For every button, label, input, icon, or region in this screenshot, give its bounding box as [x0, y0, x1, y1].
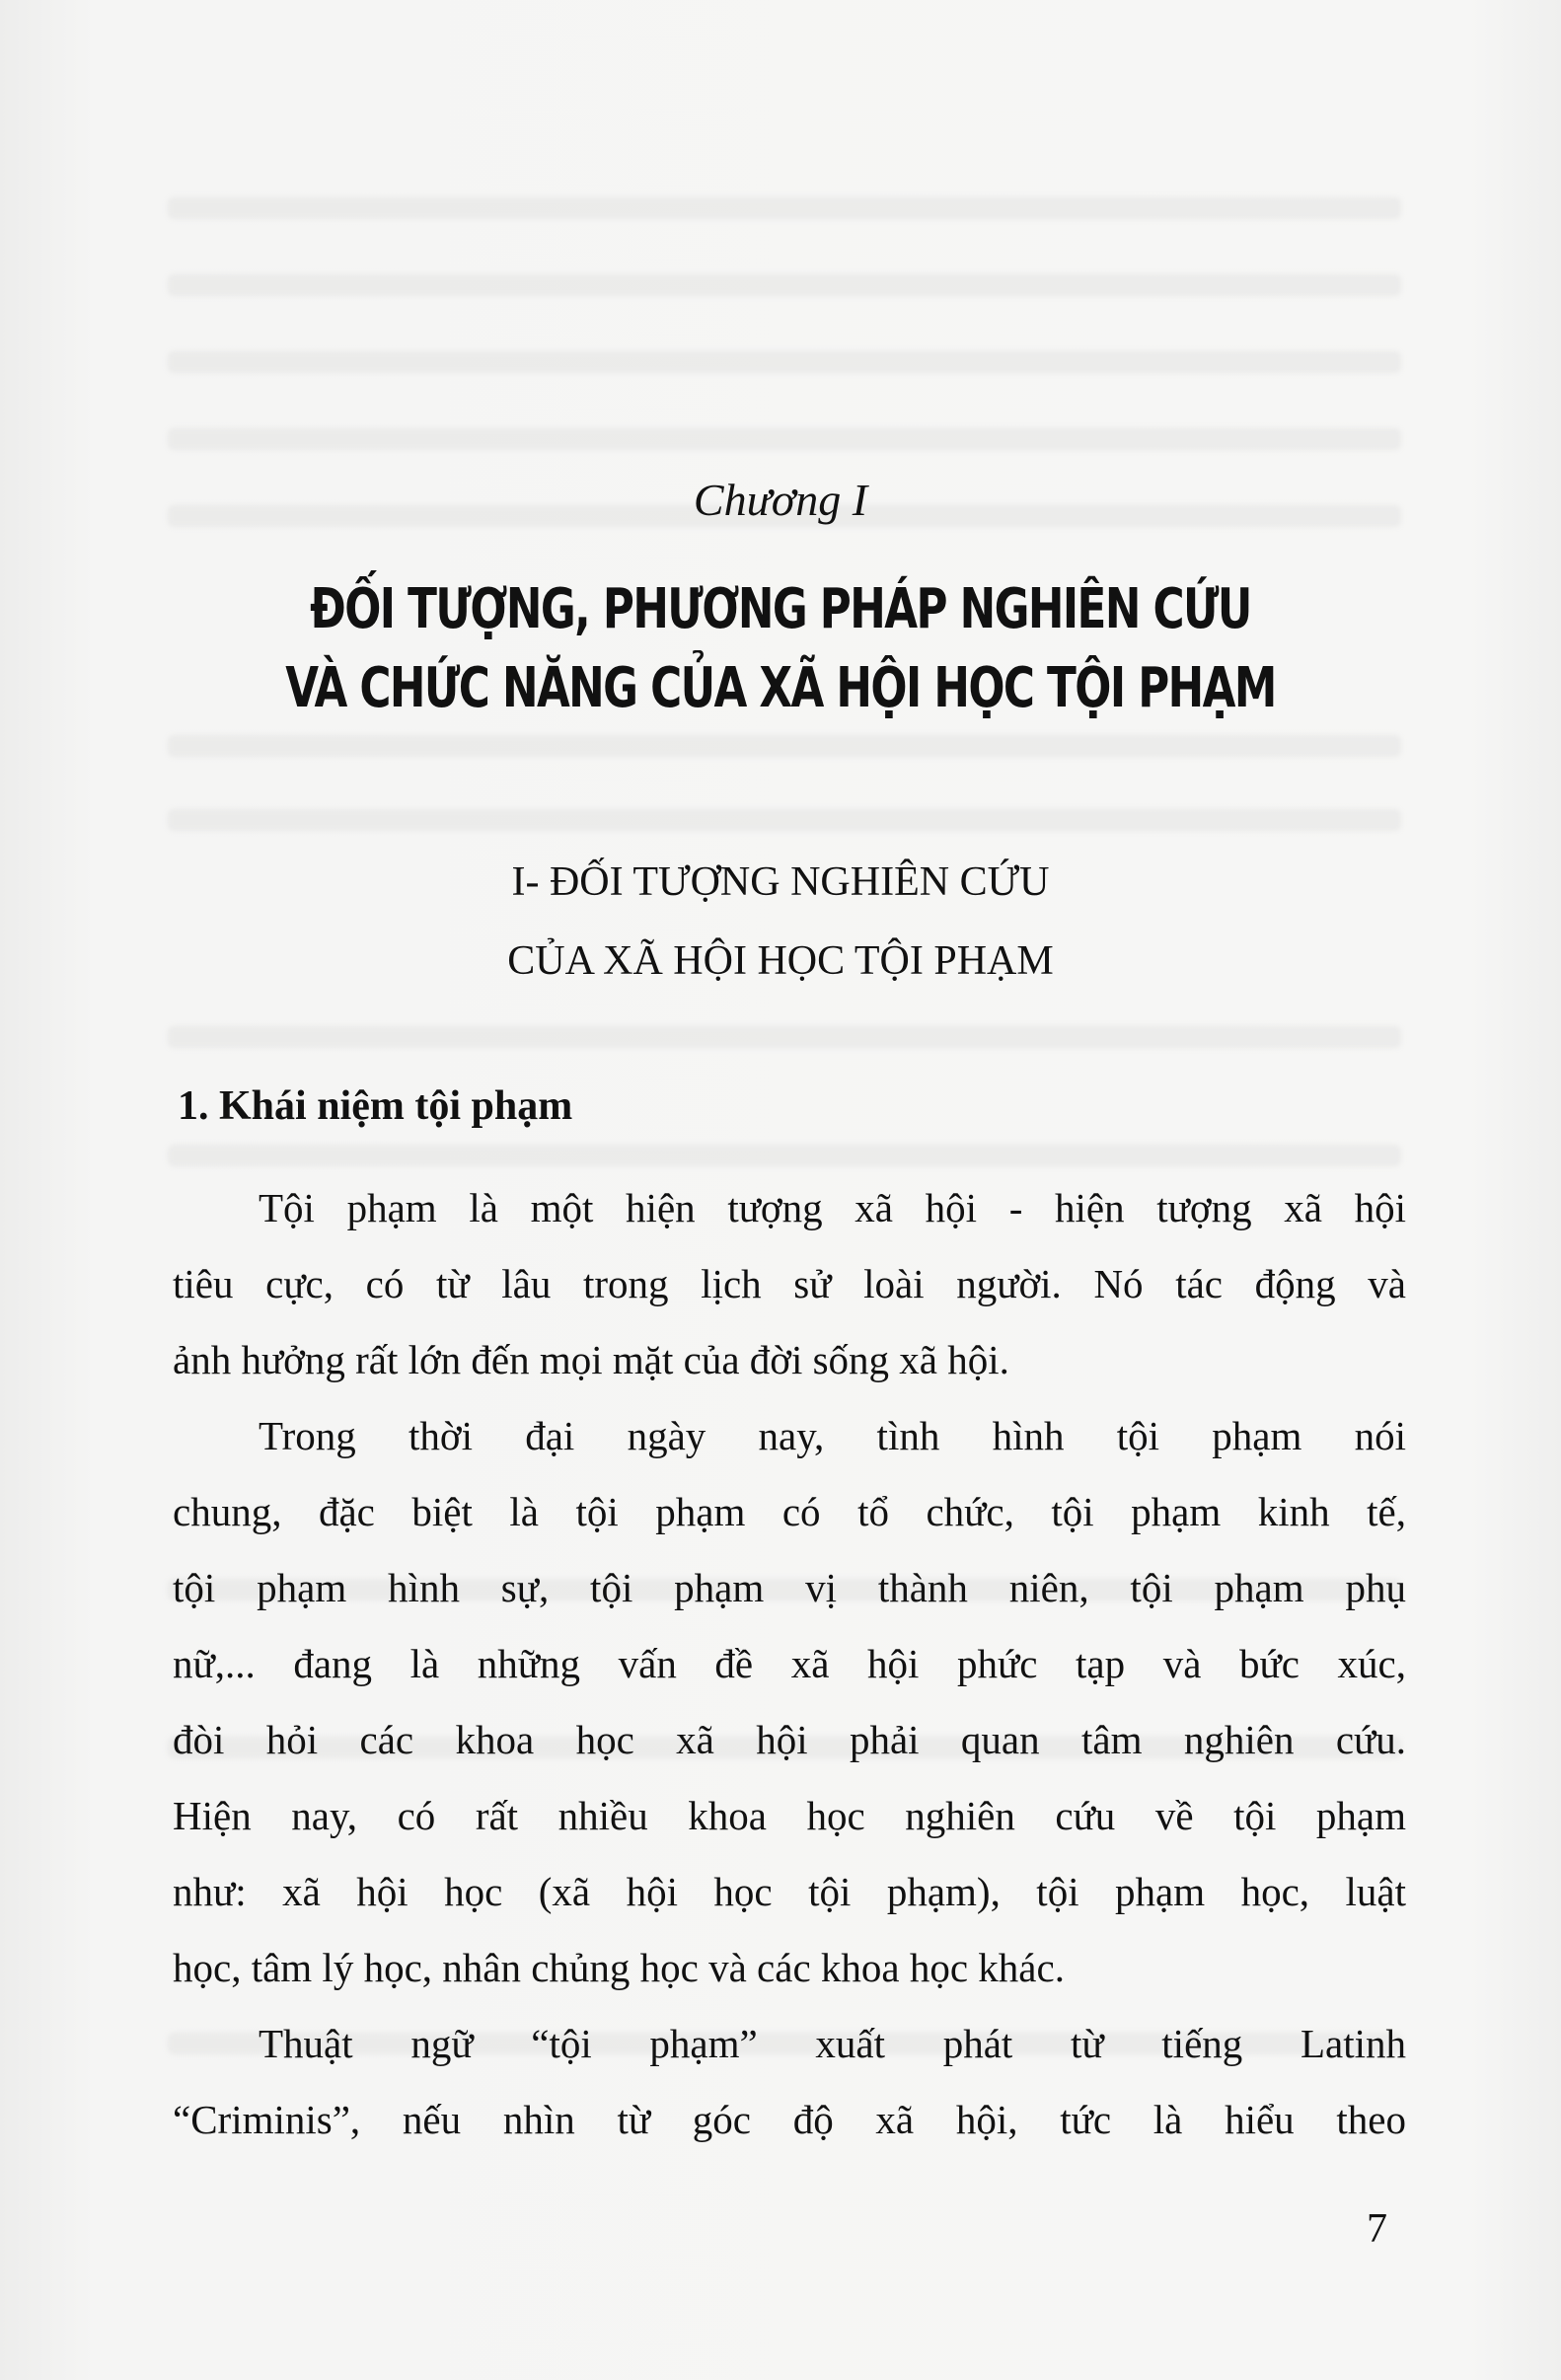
body-text-line: nữ,... đang là những vấn đề xã hội phức tạp và bức xúc,: [173, 1641, 1406, 1686]
body-text-line: tiêu cực, có từ lâu trong lịch sử loài người. Nó tác động và: [173, 1261, 1406, 1306]
bleed-through-line: [168, 735, 1401, 757]
bleed-through-line: [168, 274, 1401, 296]
bleed-through-line: [168, 428, 1401, 450]
body-text-line: “Criminis”, nếu nhìn từ góc độ xã hội, tức là hiểu theo: [173, 2097, 1406, 2142]
bleed-through-line: [168, 197, 1401, 219]
page-number: 7: [1367, 2206, 1387, 2252]
body-text-line: ảnh hưởng rất lớn đến mọi mặt của đời sống xã hội.: [173, 1337, 1009, 1382]
body-text-line: học, tâm lý học, nhân chủng học và các khoa học khác.: [173, 1945, 1065, 1990]
bleed-through-line: [168, 1026, 1401, 1048]
bleed-through-line: [168, 351, 1401, 373]
body-text-line: chung, đặc biệt là tội phạm có tổ chức, tội phạm kinh tế,: [173, 1489, 1406, 1534]
chapter-title-line-2: VÀ CHỨC NĂNG CỦA XÃ HỘI HỌC TỘI PHẠM: [285, 656, 1276, 720]
body-text-line: tội phạm hình sự, tội phạm vị thành niên, tội phạm phụ: [173, 1565, 1406, 1610]
body-text-line: Thuật ngữ “tội phạm” xuất phát từ tiếng Latinh: [259, 2021, 1406, 2066]
bleed-through-line: [168, 1145, 1401, 1166]
bleed-through-line: [168, 809, 1401, 831]
chapter-label: Chương I: [693, 475, 868, 525]
chapter-title-line-1: ĐỐI TƯỢNG, PHƯƠNG PHÁP NGHIÊN CỨU: [310, 577, 1251, 641]
section-title-line-2: CỦA XÃ HỘI HỌC TỘI PHẠM: [507, 938, 1054, 984]
body-text-line: đòi hỏi các khoa học xã hội phải quan tâm nghiên cứu.: [173, 1717, 1406, 1762]
section-title-line-1: I- ĐỐI TƯỢNG NGHIÊN CỨU: [511, 859, 1050, 905]
body-text-line: như: xã hội học (xã hội học tội phạm), tội phạm học, luật: [173, 1869, 1406, 1914]
body-text-line: Hiện nay, có rất nhiều khoa học nghiên cứu về tội phạm: [173, 1793, 1406, 1838]
body-text-line: Tội phạm là một hiện tượng xã hội - hiện tượng xã hội: [259, 1185, 1406, 1230]
body-text-line: Trong thời đại ngày nay, tình hình tội phạm nói: [259, 1413, 1406, 1458]
subsection-heading: 1. Khái niệm tội phạm: [178, 1083, 573, 1129]
